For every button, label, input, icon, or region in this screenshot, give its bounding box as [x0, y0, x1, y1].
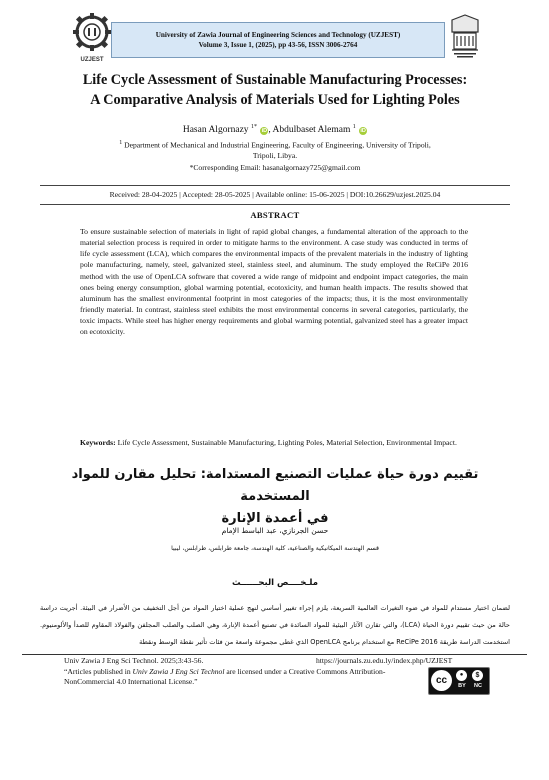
divider — [40, 204, 510, 205]
arabic-title-line1: تقييم دورة حياة عمليات التصنيع المستدامة: تحليل مقارن للمواد المستخدمة — [71, 467, 479, 504]
keywords-text: Life Cycle Assessment, Sustainable Manufacturing, Lighting Poles, Material Selection, Environmental Impact. — [115, 438, 457, 447]
affiliation-superscript: 1 — [119, 140, 123, 146]
journal-header — [111, 22, 445, 58]
journal-logo-text: UZJEST — [80, 57, 104, 63]
arabic-abstract-text: لضمان اختيار مستدام للمواد في ضوء التغيرات العالمية السريعة، يلزم إجراء تغيير أساسي لنهج عملية اختيار المواد من أجل التخفيف من الأضرار في البيئة. أجريت دراسة حالة من حيث تقييم دورة الحياة (LCA)، والتي تقارن الآثار البيئية للمواد السائدة في تصنيع أعمدة الإنارة، وهي الصلب والصلب المجلفن والفولاذ المقاوم للصدأ والألومنيوم. استخدمت الدراسة طريقة ReCiPe 2016 مع استخدام برنامج OpenLCA الذي غطى مجموعة واسعة من فئات تأثير نقطة الوسط ونقطة — [40, 604, 511, 646]
arabic-authors: حسن الجرنازي، عبد الباسط الإمام — [221, 526, 329, 535]
journal-name: University of Zawia Journal of Engineering Sciences and Technology (UZJEST) — [155, 31, 401, 39]
affiliation-line1: Department of Mechanical and Industrial Engineering, Faculty of Engineering, University of Tripoli, — [122, 140, 431, 150]
person-icon: ● — [456, 670, 467, 681]
orcid-icon[interactable]: iD — [261, 128, 268, 135]
corresponding-email: *Corresponding Email: hasanalgornazy725@gmail.com — [189, 163, 361, 172]
license-journal: Univ Zawia J Eng Sci Technol — [132, 667, 225, 676]
paper-title — [40, 70, 510, 110]
footer-url-link[interactable]: https://journals.zu.edu.ly/index.php/UZJEST — [316, 656, 453, 665]
abstract-text: To ensure sustainable selection of materials in light of rapid global changes, a fundamental alteration of the approach to the material selection process is required in order to mitigate harms to the environment. A case study was conducted in terms of life cycle assessment (LCA), which compares the environmental impacts of the prevalent materials in the industry of lighting pole manufacturing, namely, steel, galvanized steel, stainless steel, and aluminum. The study employed the ReCiPe 2016 method with the use of OpenLCA software that covered a wide range of midpoint and endpoint impact categories, the main ones being energy consumption, global warming potential, ecotoxicity, and human health impacts. The results showed that aluminum has the smallest environmental footprint in most categories of the impacts; thus, it is the most environmentally friendly material. In contrast, stainless steel exhibits the most environmental concerns in several categories, particularly, the toxic impacts. While steel has higher energy requirements and global warming potential, galvanized steel has a greater impact on ecotoxicity. — [80, 227, 468, 337]
footer-license — [64, 667, 424, 687]
keywords — [80, 437, 468, 448]
keywords-label: Keywords: — [80, 438, 116, 447]
arabic-title — [40, 464, 510, 530]
author-name: Abdulbaset Alemam — [272, 125, 351, 136]
arabic-title-line2: في أعمدة الإنارة — [221, 511, 329, 526]
affiliation — [80, 138, 470, 161]
license-suffix: are licensed under a Creative Commons Attribution-NonCommercial 4.0 International License.” — [64, 667, 386, 686]
arabic-abstract-heading: ملـخــــص البحــــــث — [231, 578, 319, 588]
dollar-strike-icon: $ — [472, 670, 483, 681]
by-label: BY — [458, 683, 466, 689]
author-separator: , — [268, 125, 273, 136]
footer-divider — [22, 654, 527, 655]
cc-icon: cc — [431, 670, 452, 691]
university-logo — [448, 14, 482, 60]
license-prefix: “Articles published in — [64, 667, 133, 676]
publication-dates: Received: 28-04-2025 | Accepted: 28-05-2025 | Available online: 15-06-2025 | DOI:10.26629/uzjest.2025.04 — [109, 190, 441, 199]
footer-citation: Univ Zawia J Eng Sci Technol. 2025;3:43-56. — [64, 656, 204, 665]
paper-title-line2: A Comparative Analysis of Materials Used for Lighting Poles — [90, 92, 460, 108]
author-superscript: 1 — [352, 124, 356, 130]
cc-license-badge[interactable] — [428, 667, 490, 695]
journal-logo — [72, 12, 112, 64]
arabic-affiliation: قسم الهندسة الميكانيكية والصناعية، كلية الهندسة، جامعة طرابلس، طرابلس، ليبيا — [171, 545, 379, 552]
divider — [40, 185, 510, 186]
affiliation-line2: Tripoli, Libya. — [252, 150, 298, 160]
journal-issue: Volume 3, Issue 1, (2025), pp 43-56, ISSN 3006-2764 — [198, 41, 358, 49]
nc-label: NC — [474, 683, 482, 689]
paper-title-line1: Life Cycle Assessment of Sustainable Manufacturing Processes: — [82, 72, 468, 88]
abstract-heading: ABSTRACT — [250, 210, 300, 220]
orcid-icon[interactable]: iD — [360, 128, 366, 135]
author-name: Hasan Algornazy — [182, 125, 249, 136]
author-list — [40, 121, 510, 136]
author-superscript: 1* — [250, 124, 257, 130]
